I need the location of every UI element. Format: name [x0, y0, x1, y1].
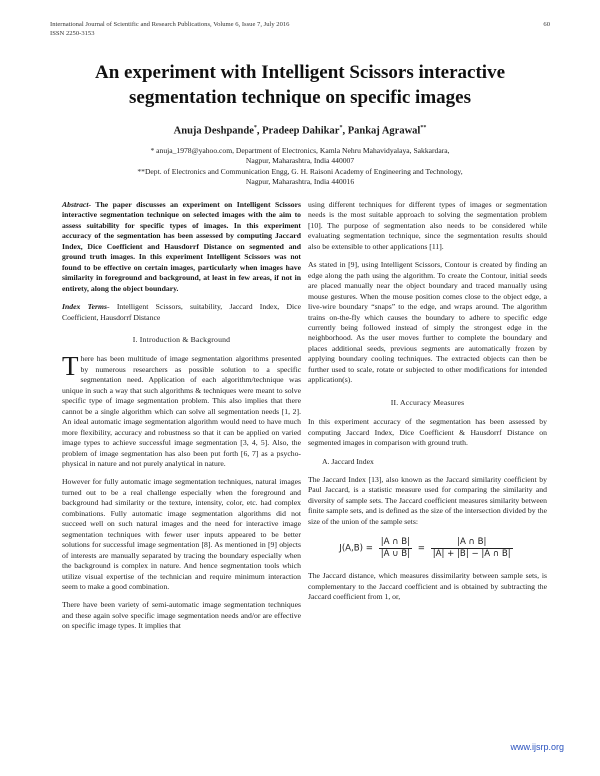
equation-denominator: |A| + |B| − |A ∩ B| — [432, 548, 511, 559]
affiliation-line: * anuja_1978@yahoo.com, Department of Electronics, Kamla Nehru Mahavidyalaya, Sakkardara, — [150, 146, 450, 155]
index-terms-text: - Intelligent Scissors, suitability, Jaccard Index, Dice Coefficient, Hausdorrf Distance — [62, 302, 301, 322]
author-name: Pradeep Dahikar — [262, 125, 340, 137]
issn-line: ISSN 2250-3153 — [50, 30, 95, 37]
running-header — [50, 20, 550, 38]
intro-paragraph — [62, 351, 301, 469]
body-paragraph: There have been variety of semi-automatic image segmentation techniques and these again solve specific image segmentation needs and/or are effective on specific image types. It implies that — [62, 600, 301, 631]
abstract — [62, 200, 301, 294]
affiliation-line: **Dept. of Electronics and Communication Engg, G. H. Raisoni Academy of Engineering and Technology, — [137, 166, 463, 176]
affiliations — [40, 146, 560, 188]
right-column — [308, 200, 547, 611]
paper-title: An experiment with Intelligent Scissors interactive segmentation technique on specific images — [94, 62, 506, 108]
author-mark: * — [339, 125, 343, 131]
body-paragraph: In this experiment accuracy of the segmentation has been assessed by computing Jaccard Index, Dice Coefficient & Hausdorrf Distance on segmented images in comparison with ground truth. — [308, 417, 547, 448]
body-paragraph: As stated in [9], using Intelligent Scissors, Contour is created by finding an edge along the path using the algorithm. To create the Contour, initial seeds are placed manually near the object boundary and traced manually using mouse gestures. When the mouse position comes close to the object edge, a live-wire boundary “snaps” to the edge, and wraps around. The algorithm trains on-the-fly which causes the boundary to adhere to specific edge currently being followed instead of simply the strongest edge in the neighborhood. As the user moves further to complete the boundary and places additional seeds, previous segments are automatically frozen by applying boundary cooling techniques. The extracted objects can then be further used to scale, rotate or subjected to other modifications for intended application(s). — [308, 260, 547, 385]
author-mark: ** — [420, 125, 427, 131]
left-column — [62, 200, 301, 640]
jaccard-equation — [308, 537, 547, 559]
author-name: Anuja Deshpande — [173, 125, 254, 137]
equation-equals: = — [417, 543, 425, 554]
index-terms-label: Index Terms — [62, 302, 107, 312]
author-separator: , — [342, 125, 348, 137]
author-separator: , — [256, 125, 263, 137]
page-number: 60 — [543, 21, 550, 28]
abstract-text: The paper discusses an experiment on Intelligent Scissors interactive segmentation technique on selected images with the aim to assess suitability for specific types of images. In this experiment accuracy of the segmentation has been assessed by computing Jaccard Index, Dice Coefficient and Hausdorrf Distance on segmented and ground truth images. In this experiment Intelligent Scissors was not found to be effective on certain images, particularly when images have similarity in foreground and background, at least in few areas, if not in entirety, along the object boundary. — [62, 200, 301, 293]
section-heading: I. Introduction & Background — [132, 334, 231, 344]
abstract-label: Abstract- — [62, 200, 92, 209]
journal-url-link[interactable]: www.ijsrp.org — [510, 742, 564, 752]
section-heading: II. Accuracy Measures — [390, 397, 465, 407]
affiliation-line: Nagpur, Maharashtra, India 440007 — [245, 156, 355, 166]
subsection-heading: A. Jaccard Index — [322, 456, 374, 466]
author-list — [40, 122, 560, 138]
drop-cap: T — [62, 351, 79, 382]
author-name: Pankaj Agrawal — [347, 125, 421, 137]
body-paragraph: However for fully automatic image segmentation techniques, natural images turned out to be a real challenge especially when the foreground and background had similarity or the texture, intensity, color, etc. had complex combinations. Fully automatic image segmentation algorithms did not succeed well on such natural images and the need for interactive image segmentation techniques with fewer user inputs appeared to be better solutions for successful image segmentation [8]. As mentioned in [9] objects of interests are manually separated by tracing the boundary especially when the background is complex in nature. And hence segmentation tools which utilize visual expertise of the technician and require minimum interaction seem to make a good combination. — [62, 477, 301, 591]
journal-line: International Journal of Scientific and Research Publications, Volume 6, Issue 7, July 2016 — [50, 21, 290, 28]
body-paragraph: The Jaccard Index [13], also known as the Jaccard similarity coefficient by Paul Jaccard, is a statistic measure used for comparing the similarity and diversity of sample sets. The Jaccard coefficient measures similarity between finite sample sets, and is defined as the size of the intersection divided by the size of the union of the sample sets: — [308, 474, 547, 526]
equation-denominator: |A ∪ B| — [380, 548, 411, 559]
intro-text: here has been multitude of image segmentation algorithms presented by numerous researchers as possible solution to a specific segmentation need. Application of each algorithm/technique was unique in such a way that such algorithms & techniques were meant to solve specific type of image segmentation problem. This also implies that there cannot be a single algorithm which can solve all segmentation needs [1, 2]. An ideal automatic image segmentation algorithm would need to have much more flexibility, accuracy and robustness so that it can be applied on varied image types to achieve successful image segmentation [3, 4, 5]. Also, the problem of image segmentation has also been put forth [6, 7] as a psycho-physical in nature and not purely analytical in nature. — [62, 354, 301, 468]
equation-numerator: |A ∩ B| — [380, 537, 411, 548]
equation-fraction — [431, 537, 513, 559]
body-paragraph: using different techniques for different types of images or segmentation needs is the most suitable approach to solving the segmentation problem [10]. The purpose of segmentation also needs to be considered while evaluating segmentation technique, since the segmentation results should also be extensible to other applications [11]. — [308, 200, 547, 251]
affiliation-line: Nagpur, Maharashtra, India 440016 — [245, 177, 355, 187]
index-terms — [62, 302, 301, 323]
equation-lhs: J(A,B) = — [339, 543, 373, 554]
author-mark: * — [253, 125, 257, 131]
equation-numerator: |A ∩ B| — [431, 537, 513, 548]
equation-fraction — [379, 537, 412, 559]
body-paragraph: The Jaccard distance, which measures dissimilarity between sample sets, is complementary to the Jaccard coefficient and is obtained by subtracting the Jaccard coefficient from 1, or, — [308, 571, 547, 602]
